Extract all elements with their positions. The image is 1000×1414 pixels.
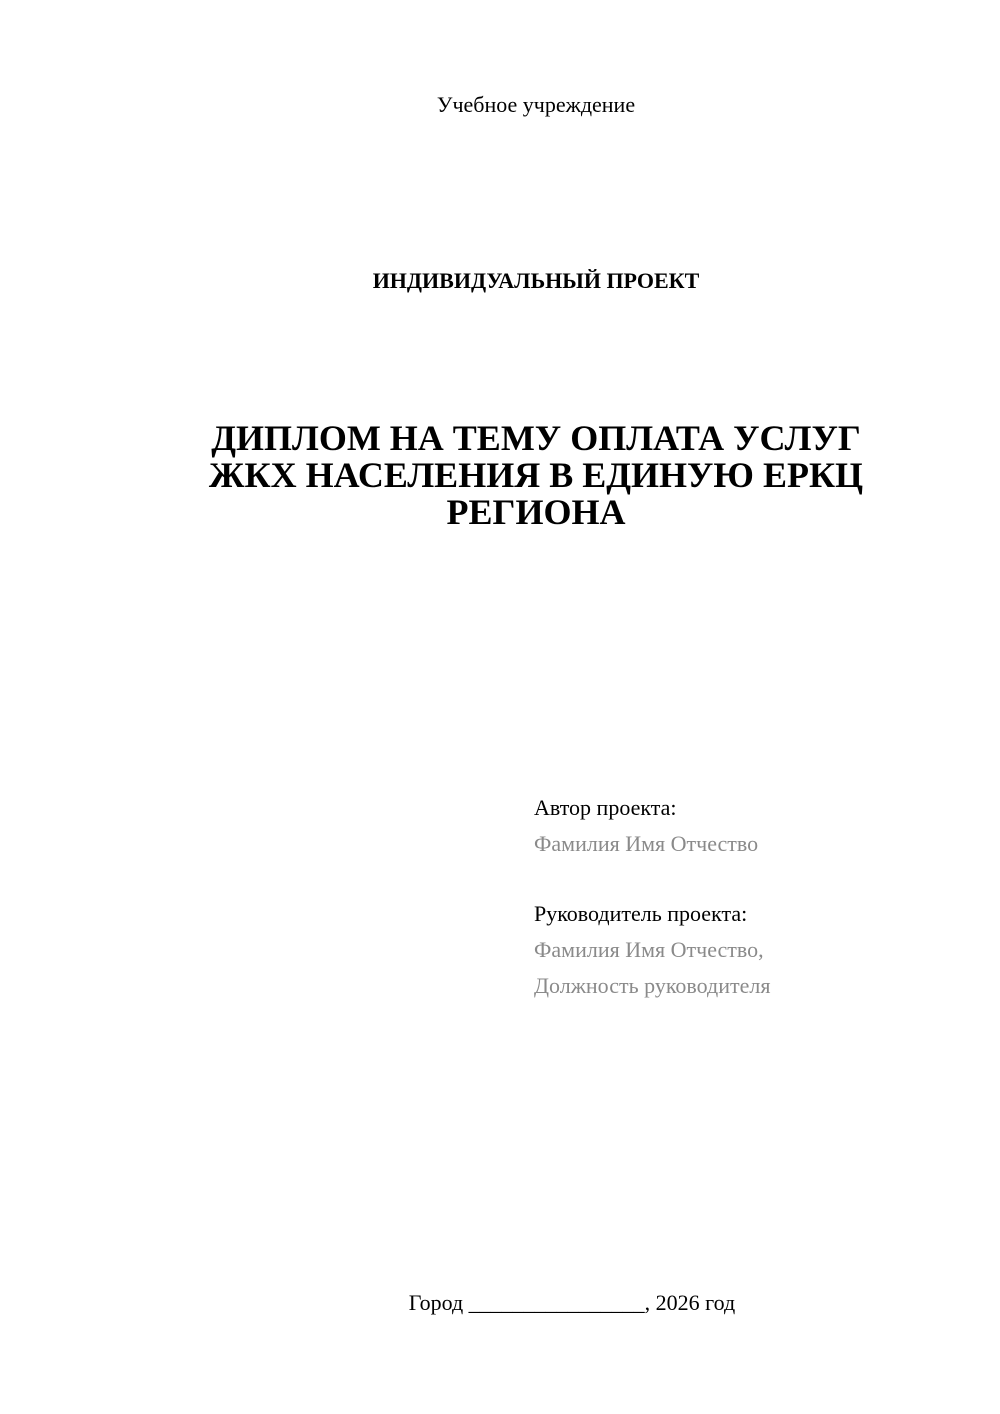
institution-name: Учебное учреждение <box>436 92 636 117</box>
supervisor-name-placeholder: Фамилия Имя Отчество, <box>534 937 764 962</box>
project-title-line: ДИПЛОМ НА ТЕМУ ОПЛАТА УСЛУГ <box>211 418 861 458</box>
project-title <box>180 420 892 531</box>
spacer <box>534 862 954 896</box>
supervisor-label: Руководитель проекта: <box>534 901 748 926</box>
city-year-line: Город ________________, 2026 год <box>408 1290 736 1315</box>
project-credits <box>534 790 954 1004</box>
project-title-line: РЕГИОНА <box>446 492 626 532</box>
project-type-heading: ИНДИВИДУАЛЬНЫЙ ПРОЕКТ <box>372 268 700 293</box>
supervisor-position-placeholder: Должность руководителя <box>534 973 771 998</box>
author-label: Автор проекта: <box>534 795 677 820</box>
project-title-line: ЖКХ НАСЕЛЕНИЯ В ЕДИНУЮ ЕРКЦ <box>208 455 864 495</box>
author-name-placeholder: Фамилия Имя Отчество <box>534 831 759 856</box>
